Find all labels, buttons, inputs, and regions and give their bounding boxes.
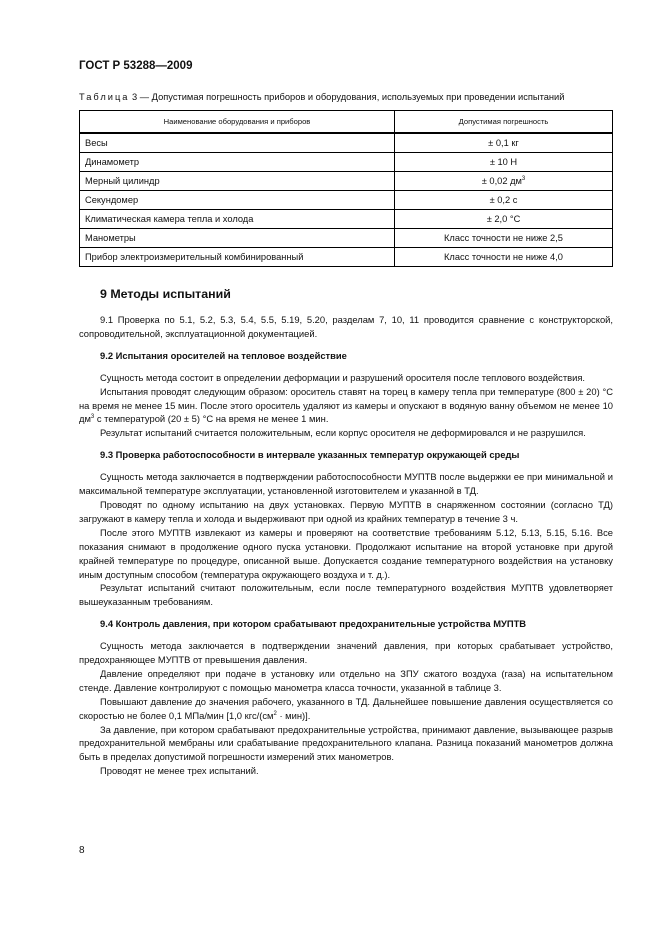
table-row [80, 210, 613, 229]
table-row [80, 248, 613, 267]
table-caption-text: 3 — Допустимая погрешность приборов и оборудования, используемых при проведении испытаний [132, 92, 565, 102]
equipment-cell: Климатическая камера тепла и холода [80, 210, 395, 229]
tolerance-cell: Класс точности не ниже 4,0 [395, 248, 613, 267]
paragraph: Проводят не менее трех испытаний. [100, 765, 259, 777]
column-header-equipment: Наименование оборудования и приборов [80, 111, 395, 134]
table-row [80, 153, 613, 172]
equipment-cell: Манометры [80, 229, 395, 248]
paragraph: Результат испытаний считается положительным, если корпус оросителя не деформировался и не разрушился. [100, 427, 586, 439]
tolerance-cell: ± 0,1 кг [395, 133, 613, 153]
equipment-cell: Секундомер [80, 191, 395, 210]
paragraph-text: · мин)]. [276, 709, 311, 721]
table-caption-label: Таблица [79, 92, 130, 102]
superscript: 2 [273, 710, 277, 717]
standard-header: ГОСТ Р 53288—2009 [79, 60, 193, 72]
tolerance-cell: ± 10 Н [395, 153, 613, 172]
superscript: 3 [521, 175, 526, 182]
subsection-title-9-2: 9.2 Испытания оросителей на тепловое воздействие [100, 349, 347, 361]
table-row [80, 191, 613, 210]
column-header-tolerance: Допустимая погрешность [395, 111, 613, 134]
paragraph [79, 385, 613, 427]
paragraph: Проводят по одному испытанию на двух установках. Первую МУПТВ в снаряженном состоянии (согласно ТД) загружают в камеру тепла и холода и выдерживают при одной из крайних температур в течение 3 ч. [79, 498, 613, 524]
page-number: 8 [79, 845, 85, 856]
table-row [80, 229, 613, 248]
table-header-row [80, 111, 613, 134]
paragraph-text: Повышают давление до значения рабочего, указанного в ТД. Дальнейшее повышение давления осуществляется со скоростью не более 0,1 МПа/мин [1,0 кгс/(см [79, 695, 613, 721]
paragraph-text: с температурой (20 ± 5) °С на время не менее 1 мин. [94, 413, 329, 425]
paragraph: Сущность метода заключается в подтверждении работоспособности МУПТВ после выдержки ее при минимальной и максимальной температуре эксплуатации, установленной изготовителем и указанной в ТД. [79, 471, 613, 497]
equipment-cell: Прибор электроизмерительный комбинированный [80, 248, 395, 267]
tolerance-value: ± 0,02 дм [481, 175, 522, 186]
table-caption [79, 92, 564, 102]
tolerance-cell: ± 0,2 с [395, 191, 613, 210]
subsection-title-9-3: 9.3 Проверка работоспособности в интервале указанных температур окружающей среды [100, 449, 520, 461]
tolerance-cell [395, 172, 613, 191]
paragraph: После этого МУПТВ извлекают из камеры и проверяют на соответствие требованиям 5.12, 5.13, 5.15, 5.16. Все показания снимают в продолжение одного пуска установки. Продолжают испытание на второй установке при другой крайней температуре по процедуре, описанной выше. Допускается создание температурного воздействия на установку иным доступным способом (температура окружающего воздуха и т. д.). [79, 526, 613, 580]
equipment-cell: Весы [80, 133, 395, 153]
equipment-cell: Мерный цилиндр [80, 172, 395, 191]
subsection-title-9-4: 9.4 Контроль давления, при котором срабатывают предохранительные устройства МУПТВ [100, 618, 527, 630]
tolerance-cell: Класс точности не ниже 2,5 [395, 229, 613, 248]
section-content [79, 286, 613, 778]
tolerance-cell: ± 2,0 °С [395, 210, 613, 229]
equipment-cell: Динамометр [80, 153, 395, 172]
table-row [80, 172, 613, 191]
paragraph: Давление определяют при подаче в установку или отдельно на ЗПУ сжатого воздуха (газа) на испытательном стенде. Давление контролируют с помощью манометра класса точности, указанной в таблице 3. [79, 667, 613, 693]
paragraph: Сущность метода состоит в определении деформации и разрушений оросителя после теплового воздействия. [100, 371, 586, 383]
paragraph-text: Испытания проводят следующим образом: ороситель ставят на торец в камеру тепла при температуре (800 ± 20) °С на время не менее 15 мин. После этого ороситель удаляют из камеры и опускают в водяную ванну объемом не менее 10 дм [79, 385, 613, 425]
paragraph: Сущность метода заключается в подтверждении значений давления, при которых срабатывает устройство, предохраняющее МУПТВ от превышения давления. [79, 640, 613, 666]
table-row [80, 133, 613, 153]
paragraph: Результат испытаний считают положительным, если после температурного воздействия МУПТВ удовлетворяет вышеуказанным требованиям. [79, 582, 613, 608]
tolerance-table [79, 110, 613, 267]
paragraph: 9.1 Проверка по 5.1, 5.2, 5.3, 5.4, 5.5, 5.19, 5.20, разделам 7, 10, 11 проводится сравнение с конструкторской, сопроводительной, эксплуатационной документацией. [79, 314, 613, 339]
superscript: 3 [90, 414, 95, 421]
paragraph: За давление, при котором срабатывают предохранительные устройства, принимают давление, вызывающее разрыв предохранительной мембраны или срабатывание предохранительного клапана. Разница показаний манометров должна быть в пределах допустимой погрешности измерений этих манометров. [79, 723, 613, 763]
paragraph [79, 695, 613, 723]
section-title: 9 Методы испытаний [100, 287, 231, 301]
